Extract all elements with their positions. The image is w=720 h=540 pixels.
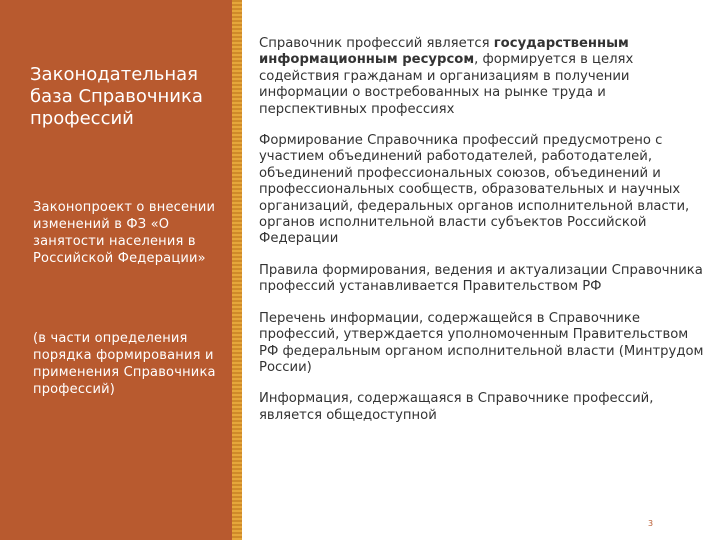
paragraph-participants: Формирование Справочника профессий предусмотрено с участием объединений работодателей, работодателей, объединений профессиональных союзов, объединений и профессиональных сообществ, образовательных и научных организаций, федеральных органов исполнительной власти, органов исполнительной власти субъектов Российской Федерации: [259, 133, 690, 247]
paragraph-rules: Правила формирования, ведения и актуализации Справочника профессий устанавливается Правительством РФ: [259, 262, 703, 295]
sidebar-title: Законодательная база Справочника профессий: [30, 64, 203, 129]
sidebar-panel: [0, 0, 232, 540]
content-body: [259, 36, 709, 439]
sidebar-accent-stripe: [232, 0, 242, 540]
page-number: 3: [648, 519, 654, 528]
paragraph-status: [259, 36, 709, 118]
sidebar-note: (в части определения порядка формирования и применения Справочника профессий): [33, 331, 216, 397]
sidebar-subtitle: Законопроект о внесении изменений в ФЗ «О занятости населения в Российской Федерации»: [33, 200, 216, 266]
paragraph-status-bold: государственным информационным ресурсом: [259, 36, 629, 68]
paragraph-status-start: Справочник профессий является: [259, 36, 494, 51]
paragraph-public-access: Информация, содержащаяся в Справочнике профессий, является общедоступной: [259, 391, 654, 423]
paragraph-status-end: , формируется в целях содействия гражданам и организациям в получении информации о востребованных на рынке труда и перспективных профессиях: [259, 52, 634, 117]
paragraph-information-list: Перечень информации, содержащейся в Справочнике профессий, утверждается уполномоченным Правительством РФ федеральным органом исполнительной власти (Минтрудом России): [259, 310, 704, 375]
